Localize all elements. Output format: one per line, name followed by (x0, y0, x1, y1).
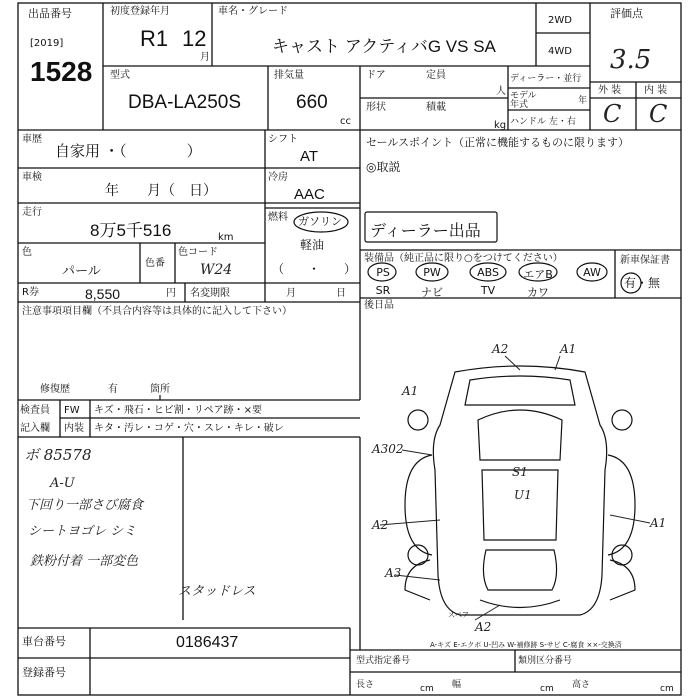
chassis-value: 0186437 (176, 634, 239, 651)
remark-6: スタッドレス (178, 584, 256, 599)
mark-a2-bottom: A2 (475, 620, 492, 634)
handle-label: ハンドル 左・右 (510, 117, 576, 127)
notes-label: 注意事項項目欄（不具合内容等は具体的に記入して下さい） (22, 306, 292, 317)
mileage-value: 8万5千516 (90, 221, 172, 240)
door-label: ドア (366, 70, 386, 81)
name-change-day: 日 (336, 288, 346, 299)
height-label: 高さ (572, 680, 591, 690)
displacement-unit: cc (340, 116, 351, 127)
reg-month: 12 (182, 26, 207, 51)
mark-a1-left: A1 (402, 384, 419, 398)
warranty-label: 新車保証書 (620, 255, 670, 266)
displacement-label: 排気量 (274, 70, 304, 81)
lot-label: 出品番号 (28, 7, 72, 20)
chassis-label: 車台番号 (22, 635, 66, 648)
type-value: DBA-LA250S (128, 92, 242, 113)
color-label: 色 (22, 247, 32, 258)
history-value: 自家用 ・（ ） (55, 143, 202, 160)
repair-label: 修復歴 (40, 384, 70, 395)
repair-part: 箇所 (150, 384, 170, 395)
load-label: 積載 (426, 102, 446, 113)
mark-a302: A302 (372, 442, 404, 456)
name-change-month: 月 (286, 288, 296, 299)
inspector-label: 検査員 (20, 405, 50, 416)
mileage-label: 走行 (22, 207, 42, 218)
shift-value: AT (300, 148, 319, 165)
remark-3: 下回り一部さび腐食 (26, 498, 144, 513)
mark-a3: A3 (385, 566, 402, 580)
model-name-label: 車名・グレード (218, 6, 288, 17)
interior-grade: C (649, 100, 668, 128)
int-label: 内装 (64, 423, 84, 434)
dealer-label: ディーラー・並行 (510, 74, 582, 84)
fw-label: FW (64, 405, 80, 416)
interior-label: 内 装 (644, 85, 668, 96)
fw-legend: キズ・飛石・ヒビ割・リペア跡・×要 (94, 405, 262, 416)
fuel-gasoline: ガソリン (298, 215, 342, 228)
manual-item: ◎取説 (366, 160, 401, 174)
sales-point-label: セールスポイント（正常に機能するものに限ります） (366, 136, 630, 149)
remark-2: A-U (50, 476, 75, 491)
year-tag: [2019] (30, 38, 64, 49)
shift-label: シフト (268, 134, 298, 145)
mark-a2-top: A2 (492, 342, 509, 356)
recycle-value: 8,550 (85, 286, 121, 302)
fuel-label: 燃料 (268, 212, 288, 223)
model-name: キャスト アクティバG VS SA (272, 37, 496, 56)
color-no-label: 色番 (145, 258, 165, 269)
reg-era: R1 (140, 26, 169, 51)
warranty-value: 有・無 (624, 276, 661, 290)
equipment-label: 装備品（純正品に限り○をつけてください） (364, 253, 563, 264)
equip-navi: ナビ (421, 286, 443, 299)
fuel-other: （ ・ ） (272, 262, 357, 276)
color-code-label: 色コード (178, 247, 218, 258)
first-reg-label: 初度登録年月 (110, 6, 170, 17)
equip-abs: ABS (477, 266, 499, 279)
equip-airbag: エアB (523, 268, 553, 281)
length-unit: cm (420, 684, 434, 694)
legend-label: 記入欄 (20, 423, 50, 434)
color-value: パール (62, 263, 101, 278)
type-label: 型式 (110, 70, 130, 81)
equip-aw: AW (583, 266, 601, 279)
mark-a2-left: A2 (372, 518, 389, 532)
length-label: 長さ (356, 680, 375, 690)
eval-label: 評価点 (610, 7, 643, 20)
remark-4: シートヨゴレ シミ (28, 524, 137, 539)
int-legend: キタ・汚レ・コゲ・穴・スレ・キレ・破レ (94, 423, 284, 434)
dealer-stamp: ディーラー出品 (370, 223, 481, 240)
shaken-value: 年 月（ 日） (105, 182, 217, 198)
repair-value: 有 (108, 384, 118, 395)
equip-leather: カワ (527, 286, 549, 299)
recycle-unit: 円 (166, 288, 176, 299)
mark-s1: S1 (512, 465, 528, 479)
height-unit: cm (660, 684, 674, 694)
load-unit: kg (494, 120, 507, 131)
equip-sr: SR (375, 284, 391, 297)
ac-value: AAC (294, 186, 325, 203)
drive-2wd: 2WD (548, 15, 572, 26)
model-label: モデル (510, 91, 537, 101)
equip-pw: PW (423, 266, 441, 279)
damage-legend: A-キズ E-エクボ U-凹み W-補修跡 S-サビ C-腐食 ××-交換済 (430, 641, 622, 649)
category-label: 類別区分番号 (518, 656, 573, 666)
ac-label: 冷房 (268, 172, 288, 183)
name-change-label: 名変期限 (190, 288, 230, 299)
spare-label: スペア (448, 611, 469, 619)
recycle-label: R券 (22, 287, 39, 298)
width-unit: cm (540, 684, 554, 694)
mark-a1-right: A1 (650, 516, 667, 530)
remark-1: ボ 85578 (24, 446, 92, 464)
mark-u1: U1 (514, 488, 532, 502)
lot-number: 1528 (30, 56, 93, 87)
fuel-kerosene: 軽油 (300, 238, 325, 252)
equip-ps: PS (376, 266, 390, 279)
width-label: 幅 (452, 680, 462, 690)
equip-tv: TV (480, 284, 496, 297)
exterior-label: 外 装 (598, 85, 622, 96)
capacity-unit: 人 (496, 86, 506, 97)
model-unit: 年 (578, 96, 588, 106)
color-code-value: W24 (200, 262, 233, 278)
capacity-label: 定員 (426, 70, 446, 81)
reg-label: 登録番号 (22, 666, 66, 679)
year-style-label: 年式 (510, 100, 529, 110)
mileage-unit: km (218, 232, 234, 243)
mark-a1-top: A1 (560, 342, 577, 356)
remark-5: 鉄粉付着 一部変色 (30, 554, 139, 569)
post-label: 後日品 (364, 300, 394, 311)
eval-score: 3.5 (610, 45, 652, 75)
displacement-value: 660 (296, 92, 328, 113)
reg-month-unit: 月 (200, 52, 210, 63)
shape-label: 形状 (366, 102, 386, 113)
exterior-grade: C (603, 100, 622, 128)
drive-4wd: 4WD (548, 46, 572, 57)
shaken-label: 車検 (22, 172, 42, 183)
designated-label: 型式指定番号 (356, 656, 411, 666)
history-label: 車歴 (22, 134, 42, 145)
